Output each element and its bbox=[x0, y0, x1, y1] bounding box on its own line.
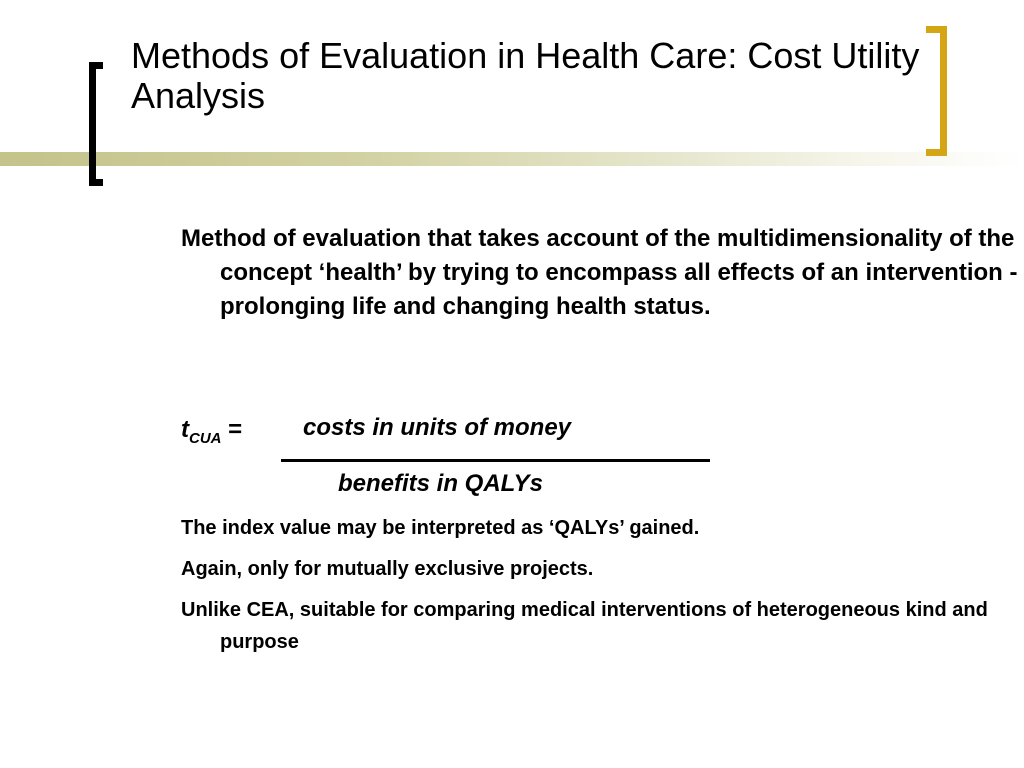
fraction-line bbox=[281, 459, 710, 462]
note-unlike-cea: Unlike CEA, suitable for comparing medical interventions of heterogeneous kind and purpose bbox=[181, 599, 988, 653]
formula-denominator: benefits in QALYs bbox=[338, 470, 543, 497]
formula-numerator: costs in units of money bbox=[303, 414, 572, 441]
definition-paragraph: Method of evaluation that takes account of the multidimensionality of the concept ‘health’ by trying to encompass all effects of an intervention - prolonging life and changing health status. bbox=[181, 225, 1018, 320]
formula-equals: = bbox=[221, 416, 243, 443]
formula-subscript: CUA bbox=[189, 430, 222, 447]
slide-title: Methods of Evaluation in Health Care: Cost Utility Analysis bbox=[131, 35, 920, 116]
note-index-value: The index value may be interpreted as ‘QALYs’ gained. bbox=[181, 517, 700, 539]
left-bracket-decoration bbox=[89, 62, 103, 186]
title-gradient-band bbox=[0, 152, 1024, 166]
formula-lhs bbox=[181, 416, 242, 447]
formula-symbol: t bbox=[181, 416, 189, 443]
note-mutually-exclusive: Again, only for mutually exclusive projects. bbox=[181, 558, 594, 580]
